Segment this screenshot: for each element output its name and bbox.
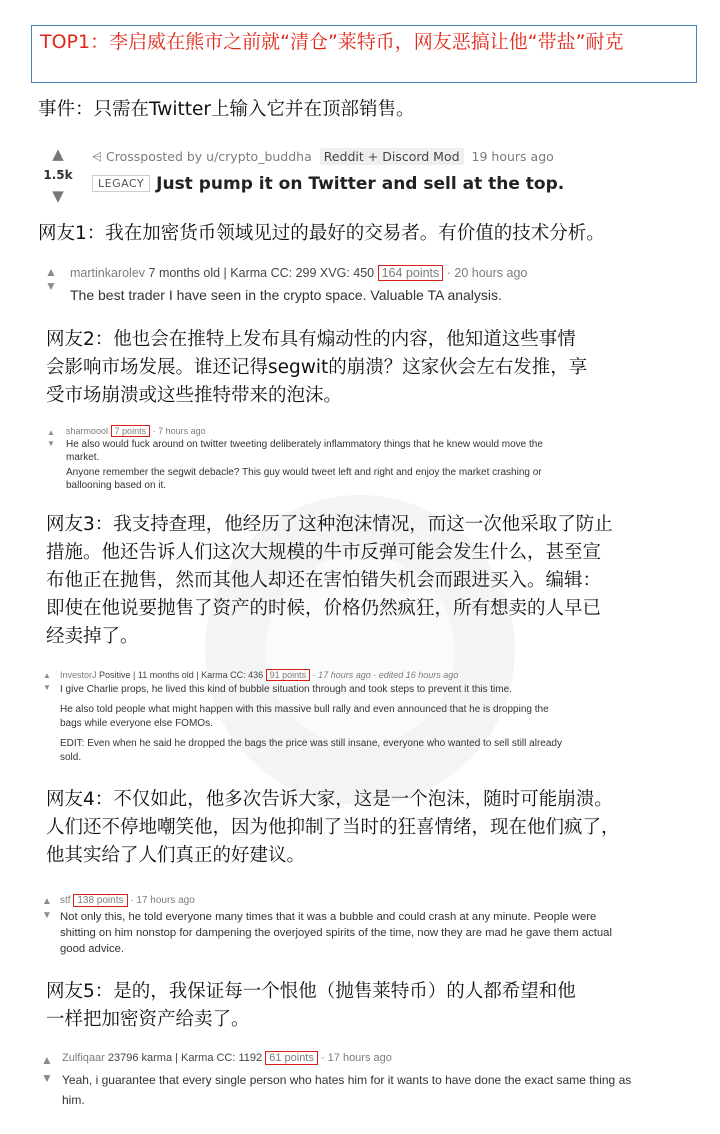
- post-vote-column: [38, 146, 78, 210]
- comment-text-line: The best trader I have seen in the crypto space. Valuable TA analysis.: [70, 287, 502, 303]
- comment-text-line: Not only this, he told everyone many times that it was a bubble and could crash at any minute. People were: [60, 911, 597, 923]
- comment-3-translation: [46, 511, 613, 651]
- comment-time: · 17 hours ago: [320, 1052, 392, 1064]
- article-title: TOP1：李启威在熊市之前就“清仓”莱特币，网友恶搞让他“带盐”耐克: [31, 25, 697, 83]
- comment-points: 91 points: [266, 669, 311, 681]
- comment-username[interactable]: Zulfiqaar: [62, 1052, 105, 1064]
- crosspost-icon: ⩤: [92, 149, 103, 164]
- comment-2-body: [66, 438, 696, 492]
- translation-line: 网友1：我在加密货币领域见过的最好的交易者。有价值的技术分析。: [38, 223, 605, 244]
- comment-4-body: [60, 909, 700, 957]
- downvote-arrow-icon[interactable]: ▼: [45, 279, 57, 293]
- comment-2-translation: [46, 326, 587, 410]
- translation-line: 布他正在抛售，然而其他人却还在害怕错失机会而跟进买入。编辑：: [46, 570, 602, 591]
- translation-line: 措施。他还告诉人们这次大规模的牛市反弹可能会发生什么，甚至宣: [46, 542, 602, 563]
- comment-text-line: Anyone remember the segwit debacle? This guy would tweet left and right and enjoy the market crashing or: [66, 467, 542, 478]
- comment-text-line: He also told people what might happen with this massive bull rally and even announced that he is dropping the: [60, 704, 549, 715]
- upvote-arrow-icon[interactable]: ▲: [43, 671, 51, 680]
- comment-3-body: [60, 683, 700, 765]
- comment-username[interactable]: InvestorJ: [60, 670, 97, 680]
- upvote-arrow-icon[interactable]: ▲: [41, 1053, 53, 1067]
- comment-username[interactable]: martinkarolev: [70, 266, 146, 280]
- post-flair: LEGACY: [92, 175, 150, 192]
- upvote-arrow-icon[interactable]: ▲: [45, 265, 57, 279]
- comment-text-line: him.: [62, 1093, 85, 1107]
- comment-points: 164 points: [378, 265, 444, 281]
- comment-3-meta: [60, 668, 458, 682]
- translation-line: 人们还不停地嘲笑他，因为他抑制了当时的狂喜情绪，现在他们疯了，: [46, 817, 620, 838]
- comment-1-votes: [44, 265, 58, 293]
- comment-time: · 7 hours ago: [152, 426, 206, 436]
- upvote-arrow-icon[interactable]: ▲: [42, 896, 52, 907]
- translation-line: 一样把加密资产给卖了。: [46, 1009, 250, 1030]
- comment-time: · 17 hours ago · edited 16 hours ago: [312, 670, 459, 680]
- downvote-arrow-icon[interactable]: ▼: [47, 439, 55, 448]
- comment-2-meta: [66, 425, 206, 438]
- comment-4-meta: [60, 893, 195, 909]
- crosspost-author[interactable]: Crossposted by u/crypto_buddha: [106, 149, 312, 164]
- comment-text-line: EDIT: Even when he said he dropped the bags the price was still insane, everyone who wanted to sell still already: [60, 738, 562, 749]
- translation-line: 网友5：是的，我保证每一个恨他（抛售莱特币）的人都希望和他: [46, 981, 576, 1002]
- translation-line: 网友4：不仅如此，他多次告诉大家，这是一个泡沫，随时可能崩溃。: [46, 789, 613, 810]
- translation-line: 网友3：我支持查理，他经历了这种泡沫情况，而这一次他采取了防止: [46, 514, 613, 535]
- post-score: 1.5k: [43, 168, 73, 182]
- comment-5-meta: [62, 1048, 392, 1068]
- comment-text-line: bags while everyone else FOMOs.: [60, 718, 213, 729]
- comment-2-votes: [46, 427, 56, 449]
- comment-user-meta: 23796 karma | Karma CC: 1192: [107, 1052, 263, 1064]
- post-title-line: [92, 174, 564, 194]
- comment-time: · 17 hours ago: [130, 895, 195, 906]
- comment-text-line: market.: [66, 452, 100, 463]
- comment-text-line: He also would fuck around on twitter tweeting deliberately inflammatory things that he knew would move the: [66, 439, 543, 450]
- translation-line: 受市场崩溃或这些推特带来的泡沫。: [46, 385, 343, 406]
- comment-text-line: I give Charlie props, he lived this kind of bubble situation through and took steps to prevent it this time.: [60, 684, 512, 695]
- translation-line: 会影响市场发展。谁还记得segwit的崩溃？这家伙会左右发推，享: [46, 357, 588, 378]
- comment-1-translation: [38, 220, 605, 248]
- mod-badge: Reddit + Discord Mod: [320, 148, 464, 165]
- upvote-arrow-icon[interactable]: ▲: [47, 428, 55, 437]
- comment-username[interactable]: sharmoool: [66, 426, 109, 436]
- post-title[interactable]: Just pump it on Twitter and sell at the top.: [156, 174, 565, 194]
- comment-1-meta: [70, 263, 527, 283]
- translation-line: 他其实给了人们真正的好建议。: [46, 845, 306, 866]
- post-time: 19 hours ago: [471, 149, 554, 164]
- comment-points: 7 points: [111, 425, 151, 437]
- translation-line: 即使在他说要抛售了资产的时候，价格仍然疯狂，所有想卖的人早已: [46, 598, 602, 619]
- comment-4-translation: [46, 786, 620, 870]
- translation-line: 经卖掉了。: [46, 626, 139, 647]
- comment-text-line: sold.: [60, 752, 82, 763]
- comment-5-translation: [46, 978, 576, 1034]
- comment-text-line: ballooning based on it.: [66, 480, 167, 491]
- comment-5-votes: [40, 1051, 54, 1087]
- comment-username[interactable]: stf: [60, 895, 71, 906]
- crosspost-line: [92, 149, 554, 165]
- downvote-arrow-icon[interactable]: ▼: [52, 187, 64, 205]
- comment-4-votes: [40, 895, 54, 923]
- translation-line: 网友2：他也会在推特上发布具有煽动性的内容，他知道这些事情: [46, 329, 576, 350]
- comment-text-line: Yeah, i guarantee that every single person who hates him for it wants to have done the exact same thing as: [62, 1073, 632, 1087]
- comment-5-body: [62, 1070, 702, 1110]
- comment-user-meta: 7 months old | Karma CC: 299 XVG: 450: [148, 266, 375, 280]
- downvote-arrow-icon[interactable]: ▼: [41, 1071, 53, 1085]
- comment-points: 61 points: [265, 1051, 318, 1065]
- comment-user-meta: Positive | 11 months old | Karma CC: 436: [99, 670, 264, 680]
- comment-points: 138 points: [73, 894, 127, 907]
- downvote-arrow-icon[interactable]: ▼: [42, 910, 52, 921]
- comment-time: · 20 hours ago: [446, 266, 528, 280]
- event-text: 事件：只需在Twitter上输入它并在顶部销售。: [38, 99, 415, 120]
- comment-3-votes: [42, 670, 52, 694]
- comment-text-line: shitting on him nonstop for dampening the overjoyed spirits of the time, now they are mad he gave them actual: [60, 927, 612, 939]
- comment-1-body: [70, 285, 710, 305]
- comment-text-line: good advice.: [60, 943, 125, 955]
- upvote-arrow-icon[interactable]: ▲: [52, 145, 64, 163]
- downvote-arrow-icon[interactable]: ▼: [43, 683, 51, 692]
